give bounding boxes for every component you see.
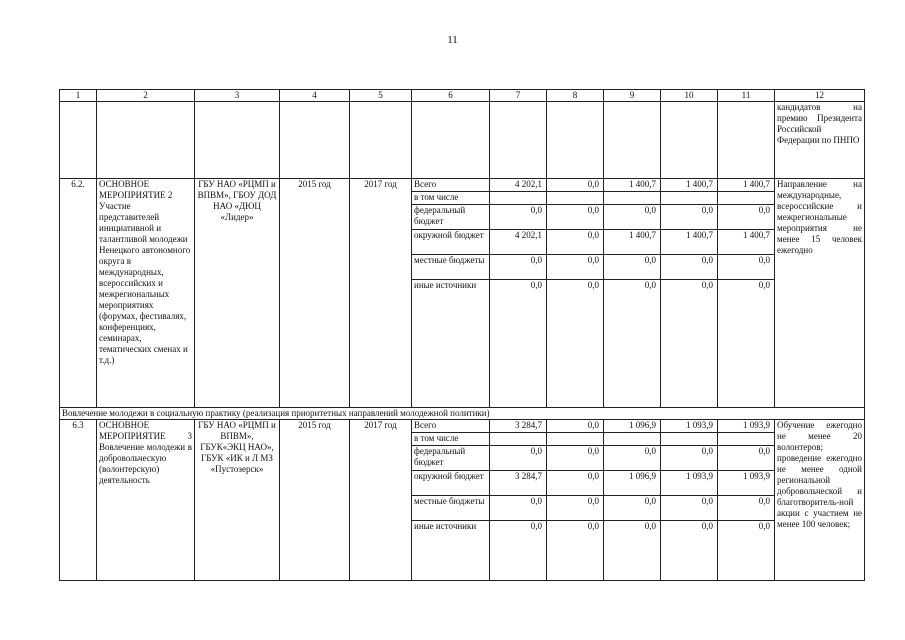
value-cell: 3 284,7 bbox=[490, 420, 547, 433]
value-cell: 0,0 bbox=[661, 496, 718, 521]
result-cell: Обучение ежегодно не менее 20 волонтеров; проведение ежегодно не менее одной региональной добровольческой и благотворитель-ной акции с участием не менее 100 человек; bbox=[775, 420, 865, 581]
value-cell: 0,0 bbox=[718, 446, 775, 471]
value-cell: 0,0 bbox=[718, 496, 775, 521]
col-header: 7 bbox=[490, 90, 547, 102]
source-label: окружной бюджет bbox=[412, 230, 490, 255]
column-number-row bbox=[60, 90, 865, 102]
end-year: 2017 год bbox=[350, 179, 412, 408]
value-cell: 1 400,7 bbox=[718, 179, 775, 192]
value-cell: 0,0 bbox=[661, 205, 718, 230]
value-cell: 0,0 bbox=[490, 205, 547, 230]
result-cell: Направление на международные, всероссийские и межрегиональные мероприятия не менее 15 человек ежегодно bbox=[775, 179, 865, 408]
table-row bbox=[60, 179, 865, 192]
value-cell: 3 284,7 bbox=[490, 471, 547, 496]
value-cell: 1 400,7 bbox=[661, 179, 718, 192]
value-cell: 0,0 bbox=[604, 496, 661, 521]
source-label: окружной бюджет bbox=[412, 471, 490, 496]
value-cell: 0,0 bbox=[718, 280, 775, 408]
value-cell: 0,0 bbox=[661, 521, 718, 581]
value-cell: 0,0 bbox=[604, 446, 661, 471]
col-header: 10 bbox=[661, 90, 718, 102]
value-cell: 0,0 bbox=[547, 280, 604, 408]
value-cell: 1 400,7 bbox=[604, 230, 661, 255]
value-cell: 0,0 bbox=[661, 446, 718, 471]
value-cell: 0,0 bbox=[490, 521, 547, 581]
start-year: 2015 год bbox=[280, 179, 350, 408]
value-cell: 1 093,9 bbox=[718, 471, 775, 496]
source-label: федеральный бюджет bbox=[412, 205, 490, 230]
page-number: 11 bbox=[447, 34, 458, 46]
col-header: 11 bbox=[718, 90, 775, 102]
col-header: 4 bbox=[280, 90, 350, 102]
source-label: иные источники bbox=[412, 521, 490, 581]
value-cell: 0,0 bbox=[490, 280, 547, 408]
executor: ГБУ НАО «РЦМП и ВПВМ», ГБОУ ДОД НАО «ДЮЦ «Лидер» bbox=[195, 179, 280, 408]
section-title: Вовлечение молодежи в социальную практику (реализация приоритетных направлений молодежной политики) bbox=[60, 408, 865, 420]
value-cell: 0,0 bbox=[547, 205, 604, 230]
row-number: 6.2. bbox=[60, 179, 97, 408]
value-cell: 0,0 bbox=[547, 521, 604, 581]
value-cell: 1 400,7 bbox=[661, 230, 718, 255]
table-row bbox=[60, 420, 865, 433]
value-cell: 0,0 bbox=[604, 280, 661, 408]
source-label: в том числе bbox=[412, 192, 490, 205]
col-header: 3 bbox=[195, 90, 280, 102]
source-label: иные источники bbox=[412, 280, 490, 408]
source-label: Всего bbox=[412, 420, 490, 433]
source-label: в том числе bbox=[412, 433, 490, 446]
value-cell: 0,0 bbox=[547, 420, 604, 433]
program-table bbox=[59, 89, 865, 581]
continuation-row bbox=[60, 102, 865, 179]
end-year: 2017 год bbox=[350, 420, 412, 581]
value-cell: 0,0 bbox=[661, 280, 718, 408]
value-cell: 1 093,9 bbox=[718, 420, 775, 433]
col-header: 5 bbox=[350, 90, 412, 102]
activity-name: ОСНОВНОЕ МЕРОПРИЯТИЕ 3 Вовлечение молодежи в добровольческую (волонтерскую) деятельность bbox=[97, 420, 195, 581]
value-cell: 0,0 bbox=[718, 521, 775, 581]
col-header: 2 bbox=[97, 90, 195, 102]
value-cell: 0,0 bbox=[547, 471, 604, 496]
result-cell: кандидатов на премию Президента Российской Федерации по ПНПО bbox=[775, 102, 865, 179]
col-header: 12 bbox=[775, 90, 865, 102]
value-cell: 0,0 bbox=[661, 255, 718, 280]
value-cell: 0,0 bbox=[547, 179, 604, 192]
source-label: местные бюджеты bbox=[412, 255, 490, 280]
col-header: 1 bbox=[60, 90, 97, 102]
value-cell: 1 093,9 bbox=[661, 420, 718, 433]
value-cell: 0,0 bbox=[604, 205, 661, 230]
section-row bbox=[60, 408, 865, 420]
source-label: Всего bbox=[412, 179, 490, 192]
activity-name: ОСНОВНОЕ МЕРОПРИЯТИЕ 2 Участие представителей инициативной и талантливой молодежи Ненецкого автономного округа в международных, всероссийских и межрегиональных мероприятиях (форумах, фестивалях, конференциях, семинарах, тематических сменах и т.д.) bbox=[97, 179, 195, 408]
value-cell: 1 093,9 bbox=[661, 471, 718, 496]
col-header: 9 bbox=[604, 90, 661, 102]
source-label: федеральный бюджет bbox=[412, 446, 490, 471]
col-header: 6 bbox=[412, 90, 490, 102]
col-header: 8 bbox=[547, 90, 604, 102]
value-cell: 1 400,7 bbox=[718, 230, 775, 255]
value-cell: 1 096,9 bbox=[604, 471, 661, 496]
source-label: местные бюджеты bbox=[412, 496, 490, 521]
value-cell: 4 202,1 bbox=[490, 230, 547, 255]
value-cell: 0,0 bbox=[547, 230, 604, 255]
value-cell: 0,0 bbox=[490, 496, 547, 521]
value-cell: 0,0 bbox=[490, 255, 547, 280]
start-year: 2015 год bbox=[280, 420, 350, 581]
value-cell: 0,0 bbox=[547, 496, 604, 521]
row-number: 6.3 bbox=[60, 420, 97, 581]
value-cell: 1 400,7 bbox=[604, 179, 661, 192]
value-cell: 4 202,1 bbox=[490, 179, 547, 192]
value-cell: 0,0 bbox=[604, 521, 661, 581]
value-cell: 0,0 bbox=[490, 446, 547, 471]
value-cell: 0,0 bbox=[718, 205, 775, 230]
value-cell: 0,0 bbox=[718, 255, 775, 280]
executor: ГБУ НАО «РЦМП и ВПВМ», ГБУК«ЭКЦ НАО», ГБУК «ИК и Л МЗ «Пустозерск» bbox=[195, 420, 280, 581]
value-cell: 0,0 bbox=[547, 255, 604, 280]
value-cell: 0,0 bbox=[547, 446, 604, 471]
value-cell: 1 096,9 bbox=[604, 420, 661, 433]
value-cell: 0,0 bbox=[604, 255, 661, 280]
